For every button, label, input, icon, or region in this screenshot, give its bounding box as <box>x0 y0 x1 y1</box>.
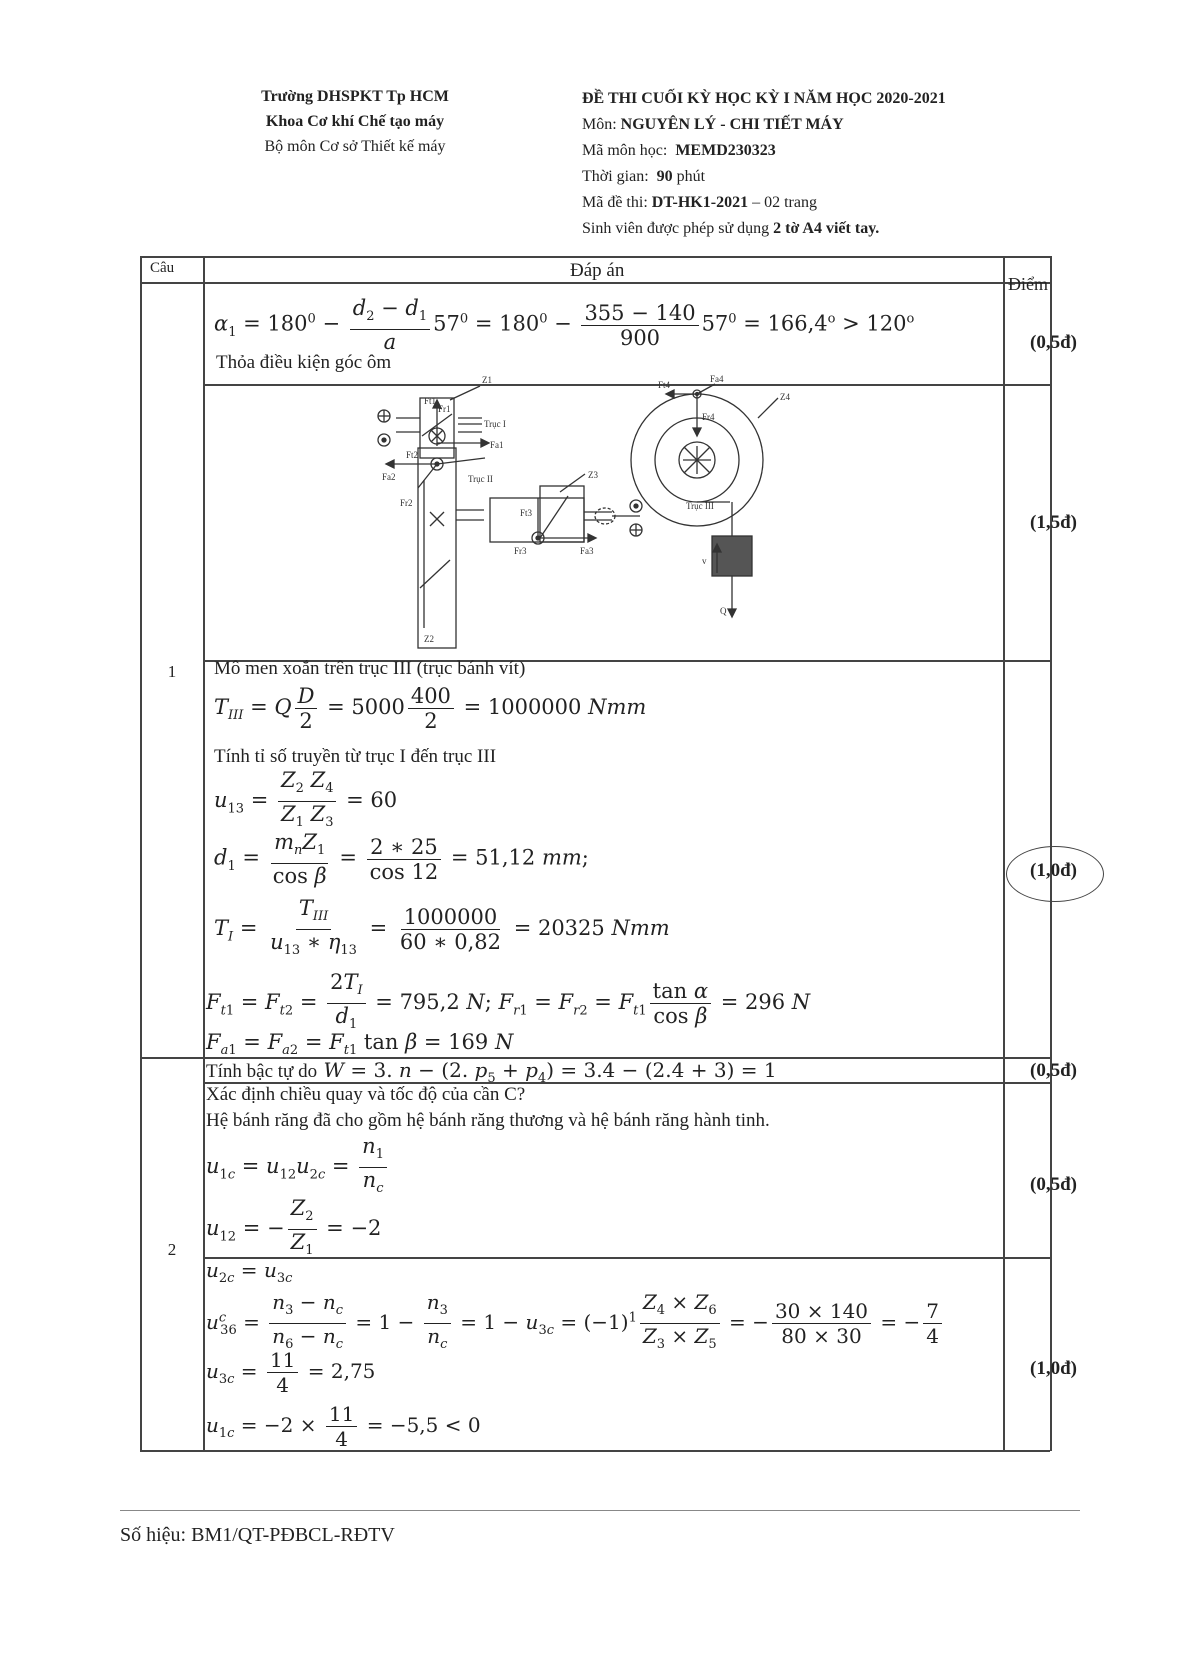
equation-t1: $T_I$ = $\frac{T_{III}}{u_{13} ∗ \eta_{13}}$ = $\frac{1000000}{60 ∗ 0,82}$ = 20325 Nmm <box>214 896 670 959</box>
equation-u13: $u_{13}$ = $\frac{Z_2 Z_4}{Z_1 Z_3}$ = 60 <box>214 768 398 831</box>
label-ft1: Ft1 <box>424 396 437 406</box>
label-fr2: Fr2 <box>400 498 413 508</box>
label-ft3: Ft3 <box>520 508 533 518</box>
equation-fa: $F_{a1} = F_{a2} = F_{t1}$ tan β = 169 N <box>206 1030 514 1059</box>
question-number-1: 1 <box>167 662 177 681</box>
equation-alpha: $\alpha_1 = 180^0$ − $\frac{d_2 - d_1}{a}$ $57^0 = 180^0$ − $\frac{355 - 140}{900}$ $57^0 = 166,4^o > 120^o$ <box>214 296 915 355</box>
exam-code-line <box>582 190 1102 216</box>
table-header-border <box>140 282 1050 284</box>
q1-row1-score: (0,5đ) <box>1030 332 1077 353</box>
table-col2-border <box>1003 256 1005 1451</box>
label-truc-iii: Trục III <box>686 501 714 511</box>
faculty-name: Khoa Cơ khí Chế tạo máy <box>265 113 445 130</box>
equation-d1: $d_1$ = $\frac{m_nZ_1}{\text{cos β}}$ = $\frac{2 ∗ 25}{\cos 12}$ = 51,12 mm; <box>214 830 589 889</box>
label-fr4: Fr4 <box>702 412 715 422</box>
q2-row2-text2: Hệ bánh răng đã cho gồm hệ bánh răng thương và hệ bánh răng hành tinh. <box>206 1110 770 1131</box>
label-truc-i: Trục I <box>484 419 506 429</box>
q1-row3-text2: Tính tỉ số truyền từ trục I đến trục III <box>214 746 497 767</box>
footer-doc-code: Số hiệu: BM1/QT-PĐBCL-RĐTV <box>120 1524 395 1546</box>
header-right <box>582 86 1102 242</box>
exam-code-label: Mã đề thi: <box>582 194 648 211</box>
label-z1: Z1 <box>482 375 492 385</box>
label-fa4: Fa4 <box>710 374 724 384</box>
code-value: MEMD230323 <box>675 142 776 159</box>
question-number-2: 2 <box>167 1240 177 1259</box>
equation-w: Tính bậc tự do W = 3. n − (2. $p_5 + p_4) = 3.4 - (2.4 + 3) = 1$ <box>206 1058 777 1086</box>
label-ft2: Ft2 <box>406 450 419 460</box>
col-header-diem: Điểm <box>1008 274 1048 294</box>
label-fa2: Fa2 <box>382 472 396 482</box>
department-name: Bộ môn Cơ sở Thiết kế máy <box>264 138 446 155</box>
note-bold: 2 tờ A4 viết tay. <box>773 220 880 237</box>
time-unit: phút <box>676 168 706 185</box>
equation-u3c: $u_{3c}$ = $\frac{11}{4}$ = 2,75 <box>206 1348 376 1397</box>
header-left <box>200 84 510 159</box>
time-line <box>582 164 1102 190</box>
q1-row3-text1: Mô men xoắn trên trục III (trục bánh vít) <box>214 658 526 679</box>
code-label: Mã môn học: <box>582 142 668 159</box>
exam-title: ĐỀ THI CUỐI KỲ HỌC KỲ I NĂM HỌC 2020-2021 <box>582 90 946 107</box>
note-prefix: Sinh viên được phép sử dụng <box>582 220 770 237</box>
q2-row2-score: (0,5đ) <box>1030 1174 1077 1195</box>
time-value: 90 <box>656 168 673 185</box>
q2-row1-score: (0,5đ) <box>1030 1060 1077 1081</box>
exam-code-value: DT-HK1-2021 <box>651 194 749 211</box>
subject-label: Môn: <box>582 116 617 133</box>
label-q: Q <box>720 606 727 616</box>
q2-row2-text1: Xác định chiều quay và tốc độ của cần C? <box>206 1084 526 1105</box>
time-label: Thời gian: <box>582 168 649 185</box>
school-name: Trường DHSPKT Tp HCM <box>261 88 449 105</box>
equation-u1c-final: $u_{1c} = -2$ × $\frac{11}{4}$ = −5,5 < 0 <box>206 1402 481 1451</box>
footer-divider <box>120 1510 1080 1511</box>
equation-u36: $u^c_{36}$ = $\frac{n_3 - n_c}{n_6 - n_c}$ = 1 − $\frac{n_3}{n_c}$ = $1 - u_{3c} = (-1)^1$ $\frac{Z_4 \times Z_6}{Z_3 \times Z_5}$ = − $\frac{30 \times 140}{80 \times 30}$ = − $\frac{7}{4}$ <box>206 1290 945 1357</box>
equation-ft: $F_{t1} = F_{t2}$ = $\frac{2T_I}{d_1}$ = 795,2 N; $F_{r1} = F_{r2} = F_{t1}$ $\frac{\text{tan α}}{\text{cos β}}$ = 296 N <box>206 970 811 1033</box>
diagram-labels <box>382 374 790 644</box>
label-z2: Z2 <box>424 634 434 644</box>
axis-symbols-left <box>378 410 390 446</box>
equation-u12: $u_{12}$ = − $\frac{Z_2}{Z_1}$ = −2 <box>206 1196 382 1259</box>
subject-value: NGUYÊN LÝ - CHI TIẾT MÁY <box>620 116 844 133</box>
table-top-border <box>140 256 1050 258</box>
pages-value: – 02 trang <box>752 194 817 211</box>
q1-row1-text: Thỏa điều kiện góc ôm <box>216 352 392 373</box>
label-fr3: Fr3 <box>514 546 527 556</box>
equation-t3: $T_{III} = Q$ $\frac{D}{2}$ = 5000 $\frac{400}{2}$ = 1000000 Nmm <box>214 684 647 733</box>
label-v: v <box>702 556 707 566</box>
label-z3: Z3 <box>588 470 598 480</box>
table-col1-border <box>203 256 205 1451</box>
table-left-border <box>140 256 142 1451</box>
q2-row3-score: (1,0đ) <box>1030 1358 1077 1379</box>
gear-force-diagram <box>360 374 900 656</box>
label-fa1: Fa1 <box>490 440 504 450</box>
label-ft4: Ft4 <box>658 380 671 390</box>
label-fr1: Fr1 <box>438 404 451 414</box>
subject-line <box>582 112 1102 138</box>
q2-row1-text: Tính bậc tự do <box>206 1061 318 1082</box>
note-line <box>582 216 1102 242</box>
row-border-1 <box>203 384 1050 386</box>
equation-u2c: $u_{2c} = u_{3c}$ <box>206 1258 293 1286</box>
label-truc-ii: Trục II <box>468 474 493 484</box>
label-z4: Z4 <box>780 392 790 402</box>
col-header-dap-an: Đáp án <box>570 260 625 281</box>
equation-u1c: $u_{1c} = u_{12}u_{2c}$ = $\frac{n_1}{n_c}$ <box>206 1134 390 1201</box>
code-line <box>582 138 1102 164</box>
q1-row2-score: (1,5đ) <box>1030 512 1077 533</box>
q1-row3-score: (1,0đ) <box>1030 860 1077 881</box>
label-fa3: Fa3 <box>580 546 594 556</box>
col-header-cau: Câu <box>150 260 175 276</box>
